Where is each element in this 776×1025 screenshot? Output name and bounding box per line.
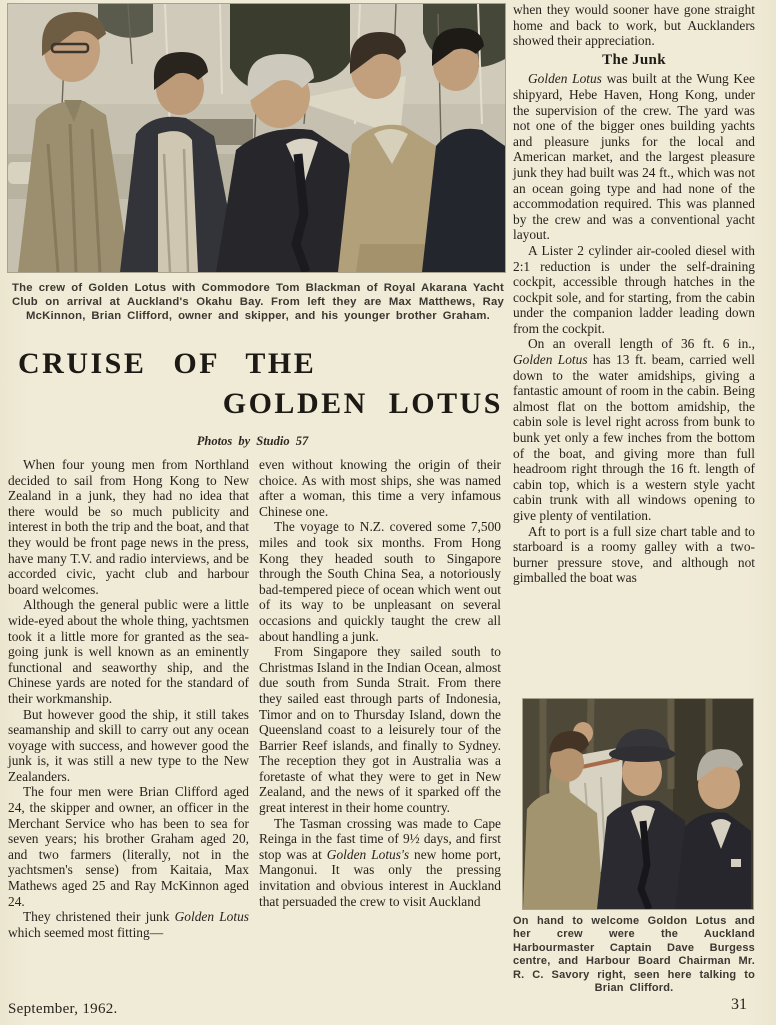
welcome-photo-caption: On hand to welcome Goldon Lotus and her crew were the Auckland Harbourmaster Captain Dave Burgess centre, and Harbour Board Chairman Mr. R. C. Savory right, seen here talking to Brian Clifford. [513, 915, 755, 995]
article-title-line1: CRUISE OF THE [18, 347, 317, 380]
right-column-body: Golden Lotus was built at the Wung Kee shipyard, Hebe Haven, Hong Kong, under the supervision of the crew. The yard was not one of the bigger ones building yachts and pleasure junks for the local and American market, and the largest pleasure junk they had built was 24 ft., which was not an ocean going type and had none of the accommodation required. This was planned by the crew and was a conventional yacht layout. A Lister 2 cylinder air-cooled diesel with 2:1 reduction is under the self-draining cockpit, accessible through hatches in the cockpit sole, and for starting, from the cabin under the companion ladder leading down from the cockpit. On an overall length of 36 ft. 6 in., Golden Lotus has 13 ft. beam, carried well down to the water amidships, giving a fantastic amount of room in the cabin. Being almost flat on the bottom amidship, the cabin sole is level right across from bunk to bunk yet only a few inches from the bottom of the boat, and giving more than full headroom right through the 16 ft. length of cabin top, which is a western style yacht cabin trunk with all windows opening to give plenty of ventilation. Aft to port is a full size chart table and to starboard is a roomy galley with a two-burner pressure stove, and although not gimballed the boat was [513, 71, 755, 586]
crew-photo-caption: The crew of Golden Lotus with Commodore Tom Blackman of Royal Akarana Yacht Club on arrival at Auckland's Okahu Bay. From left they are Max Matthews, Ray McKinnon, Brian Clifford, owner and skipper, and his younger brother Graham. [12, 282, 504, 322]
page-number: 31 [731, 996, 747, 1013]
welcome-photo [523, 699, 753, 909]
footer-date: September, 1962. [8, 1001, 118, 1017]
left-column: When four young men from Northland decided to sail from Hong Kong to New Zealand in a junk, they had no idea that there would be so much publicity and interest in both the trip and the boat, and that they would be front page news in the press, have many T.V. and radio interviews, and be accorded civic, yacht club and harbour board welcomes. Although the general public were a little wide-eyed about the whole thing, yachtsmen took it a little more for granted as the sea-going junk is well known as an eminently functional and seaworthy ship, and the Chinese yards are noted for the standard of their workmanship. But however good the ship, it still takes seamanship and skill to carry out any ocean voyage with success, and however good the junk is, it was still a new type to the New Zealanders. The four men were Brian Clifford aged 24, the skipper and owner, an officer in the Merchant Service who has been to sea for seven years; his brother Graham aged 20, and two farmers (literally, not in the yachtsmen's sense) from Kaitaia, Max Mathews aged 25 and Ray McKinnon aged 24. They christened their junk Golden Lotus which seemed most fitting— [8, 457, 249, 940]
article-title-line2: GOLDEN LOTUS [222, 387, 503, 420]
welcome-photo-illustration [523, 699, 753, 909]
middle-column: even without knowing the origin of their choice. As with most ships, she was named after a woman, this time a very infamous Chinese one. The voyage to N.Z. covered some 7,500 miles and took six months. From Hong Kong they headed south to Singapore through the South China Sea, a notoriously bad-tempered piece of ocean which went out of its way to be unpleasant on several occasions and quickly taught the crew all about handling a junk. From Singapore they sailed south to Christmas Island in the Indian Ocean, almost due south from Sunda Strait. From there they sailed east through parts of Indonesia, Timor and on to Thursday Island, down the Queensland coast to a leisurely tour of the Barrier Reef islands, and finally to Sydney. The reception they got in Australia was a foretaste of what they were to get in New Zealand, and the news of it sparked off the great interest in their home country. The Tasman crossing was made to Cape Reinga in the fast time of 9½ days, and first stop was at Golden Lotus's new home port, Mangonui. It was only the pressing invitation and obvious interest in Auckland that persuaded the crew to visit Auckland [259, 457, 501, 909]
section-heading-the-junk: The Junk [602, 51, 666, 68]
right-column-intro: when they would sooner have gone straight home and back to work, but Aucklanders showed their appreciation. [513, 2, 755, 49]
article-title [8, 347, 505, 421]
right-column [513, 2, 755, 586]
crew-photo-illustration [8, 4, 505, 272]
crew-photo [8, 4, 505, 272]
photo-credit: Photos by Studio 57 [196, 434, 309, 448]
